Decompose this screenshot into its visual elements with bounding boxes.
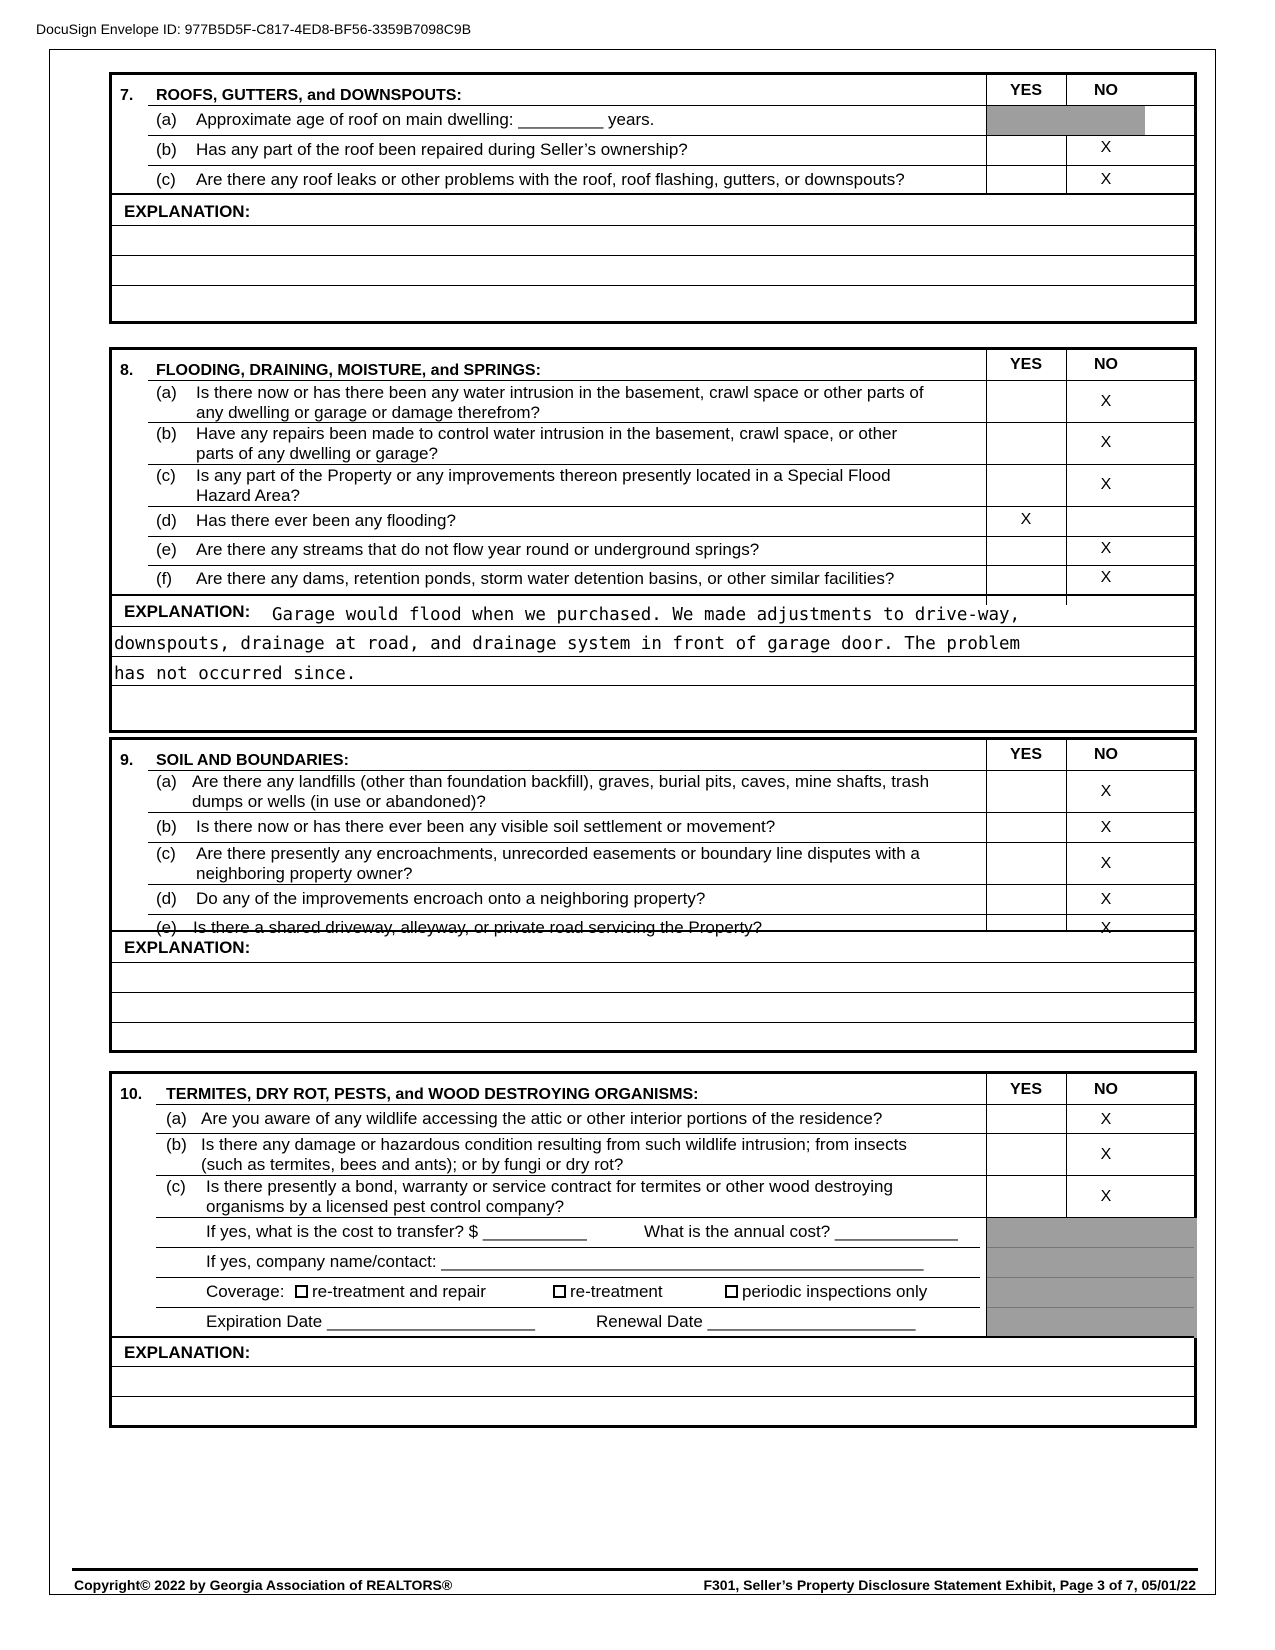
- no-answer: X: [1100, 476, 1112, 493]
- question-letter: (c): [156, 466, 176, 485]
- section-title: SOIL AND BOUNDARIES:: [156, 752, 349, 769]
- explanation-label: EXPLANATION:: [124, 602, 251, 621]
- footer-form-id: F301, Seller’s Property Disclosure Statement Exhibit, Page 3 of 7, 05/01/22: [703, 1577, 1196, 1593]
- question-text: Is there now or has there ever been any visible soil settlement or movement?: [196, 817, 776, 836]
- question-letter: (a): [156, 383, 177, 402]
- coverage-option-retreatment[interactable]: re-treatment: [553, 1282, 663, 1302]
- section-number: 7.: [120, 87, 134, 104]
- no-answer: X: [1100, 540, 1112, 557]
- no-answer: X: [1100, 171, 1112, 188]
- question-text: Are there any roof leaks or other problems with the roof, roof flashing, gutters, or downspouts?: [196, 170, 905, 189]
- question-text-cont: any dwelling or garage or damage therefrom?: [196, 403, 540, 422]
- question-text: Are there any dams, retention ponds, storm water detention basins, or other similar facilities?: [196, 569, 895, 588]
- explanation-label: EXPLANATION:: [124, 938, 251, 957]
- expiration-date: Expiration Date ______________________: [206, 1312, 535, 1331]
- section-number: 9.: [120, 752, 134, 769]
- explanation-label: EXPLANATION:: [124, 1343, 251, 1362]
- section-title: TERMITES, DRY ROT, PESTS, and WOOD DESTROYING ORGANISMS:: [166, 1086, 699, 1103]
- coverage-option-retreatment-repair[interactable]: re-treatment and repair: [295, 1282, 486, 1302]
- no-answer: X: [1100, 1146, 1112, 1163]
- no-header: NO: [1094, 356, 1118, 373]
- question-text-cont: (such as termites, bees and ants); or by fungi or dry rot?: [201, 1155, 624, 1174]
- coverage-label: Coverage:: [206, 1282, 285, 1301]
- question-letter: (b): [156, 140, 177, 159]
- no-answer: X: [1100, 891, 1112, 908]
- question-letter: (e): [156, 918, 177, 937]
- question-text: Is there presently a bond, warranty or service contract for termites or other wood destroying: [206, 1177, 893, 1196]
- company-contact: If yes, company name/contact: ___________________________________________________: [206, 1252, 924, 1271]
- no-answer: X: [1100, 855, 1112, 872]
- no-answer: X: [1100, 1111, 1112, 1128]
- question-text-cont: dumps or wells (in use or abandoned)?: [192, 792, 486, 811]
- envelope-id: DocuSign Envelope ID: 977B5D5F-C817-4ED8-BF56-3359B7098C9B: [36, 21, 472, 37]
- question-text: Do any of the improvements encroach onto a neighboring property?: [196, 889, 706, 908]
- checkbox-icon[interactable]: [553, 1285, 566, 1298]
- renewal-date: Renewal Date ______________________: [596, 1312, 916, 1331]
- footer-copyright: Copyright© 2022 by Georgia Association of REALTORS®: [74, 1577, 453, 1593]
- explanation-text-line: downspouts, drainage at road, and drainage system in front of garage door. The problem: [114, 634, 1021, 654]
- no-answer: X: [1100, 393, 1112, 410]
- yes-header: YES: [1009, 82, 1042, 99]
- question-text: Have any repairs been made to control water intrusion in the basement, crawl space, or other: [196, 424, 898, 443]
- section-title: ROOFS, GUTTERS, and DOWNSPOUTS:: [156, 87, 462, 104]
- coverage-option-periodic-inspections[interactable]: periodic inspections only: [725, 1282, 927, 1302]
- yes-header: YES: [1009, 1081, 1042, 1098]
- section-roofs: [109, 72, 1197, 324]
- section-title: FLOODING, DRAINING, MOISTURE, and SPRINGS:: [156, 362, 541, 379]
- section-termites: [109, 1071, 1197, 1428]
- footer-rule: [72, 1568, 1198, 1571]
- question-text: Are there any streams that do not flow year round or underground springs?: [196, 540, 760, 559]
- annual-cost: What is the annual cost? _____________: [644, 1222, 958, 1241]
- question-text: Has there ever been any flooding?: [196, 511, 456, 530]
- question-text: Are there presently any encroachments, unrecorded easements or boundary line disputes with a: [196, 844, 920, 863]
- question-letter: (b): [166, 1135, 187, 1154]
- question-text-cont: neighboring property owner?: [196, 864, 413, 883]
- question-letter: (a): [156, 772, 177, 791]
- no-answer: X: [1100, 783, 1112, 800]
- no-answer: X: [1100, 139, 1112, 156]
- question-text-cont: Hazard Area?: [196, 486, 300, 505]
- question-text-cont: organisms by a licensed pest control company?: [206, 1197, 565, 1216]
- checkbox-icon[interactable]: [725, 1285, 738, 1298]
- section-flooding: [109, 347, 1197, 733]
- no-answer: X: [1100, 1188, 1112, 1205]
- explanation-label: EXPLANATION:: [124, 202, 251, 221]
- question-letter: (c): [156, 844, 176, 863]
- no-header: NO: [1094, 82, 1118, 99]
- question-letter: (c): [166, 1177, 186, 1196]
- question-text: Is there now or has there been any water intrusion in the basement, crawl space or other parts of: [196, 383, 924, 402]
- question-letter: (a): [156, 110, 177, 129]
- question-text: Is there any damage or hazardous condition resulting from such wildlife intrusion; from insects: [201, 1135, 907, 1154]
- question-letter: (d): [156, 511, 177, 530]
- no-answer: X: [1100, 569, 1112, 586]
- question-text: Has any part of the roof been repaired during Seller’s ownership?: [196, 140, 688, 159]
- yes-header: YES: [1009, 356, 1042, 373]
- question-text: Is there a shared driveway, alleyway, or private road servicing the Property?: [193, 918, 763, 937]
- question-text: Are you aware of any wildlife accessing the attic or other interior portions of the residence?: [201, 1109, 883, 1128]
- explanation-text-line: has not occurred since.: [114, 664, 357, 684]
- section-number: 10.: [120, 1086, 143, 1103]
- no-answer: X: [1100, 819, 1112, 836]
- checkbox-icon[interactable]: [295, 1285, 308, 1298]
- explanation-text-line: Garage would flood when we purchased. We made adjustments to drive-way,: [272, 605, 1021, 625]
- question-text: Are there any landfills (other than foundation backfill), graves, burial pits, caves, mine shafts, trash: [192, 772, 930, 791]
- question-letter: (e): [156, 540, 177, 559]
- yes-header: YES: [1009, 746, 1042, 763]
- question-letter: (b): [156, 424, 177, 443]
- section-number: 8.: [120, 362, 134, 379]
- question-letter: (a): [166, 1109, 187, 1128]
- question-letter: (f): [156, 569, 173, 588]
- section-soil: [109, 737, 1197, 1053]
- question-text: Is any part of the Property or any improvements thereon presently located in a Special Flood: [196, 466, 891, 485]
- no-answer: X: [1100, 434, 1112, 451]
- question-text-cont: parts of any dwelling or garage?: [196, 444, 438, 463]
- no-answer: X: [1100, 920, 1112, 937]
- no-header: NO: [1094, 746, 1118, 763]
- question-letter: (b): [156, 817, 177, 836]
- yes-answer: X: [1020, 511, 1032, 528]
- question-text: Approximate age of roof on main dwelling: _________ years.: [196, 110, 655, 129]
- transfer-cost: If yes, what is the cost to transfer? $ ___________: [206, 1222, 587, 1241]
- question-letter: (c): [156, 170, 176, 189]
- question-letter: (d): [156, 889, 177, 908]
- no-header: NO: [1094, 1081, 1118, 1098]
